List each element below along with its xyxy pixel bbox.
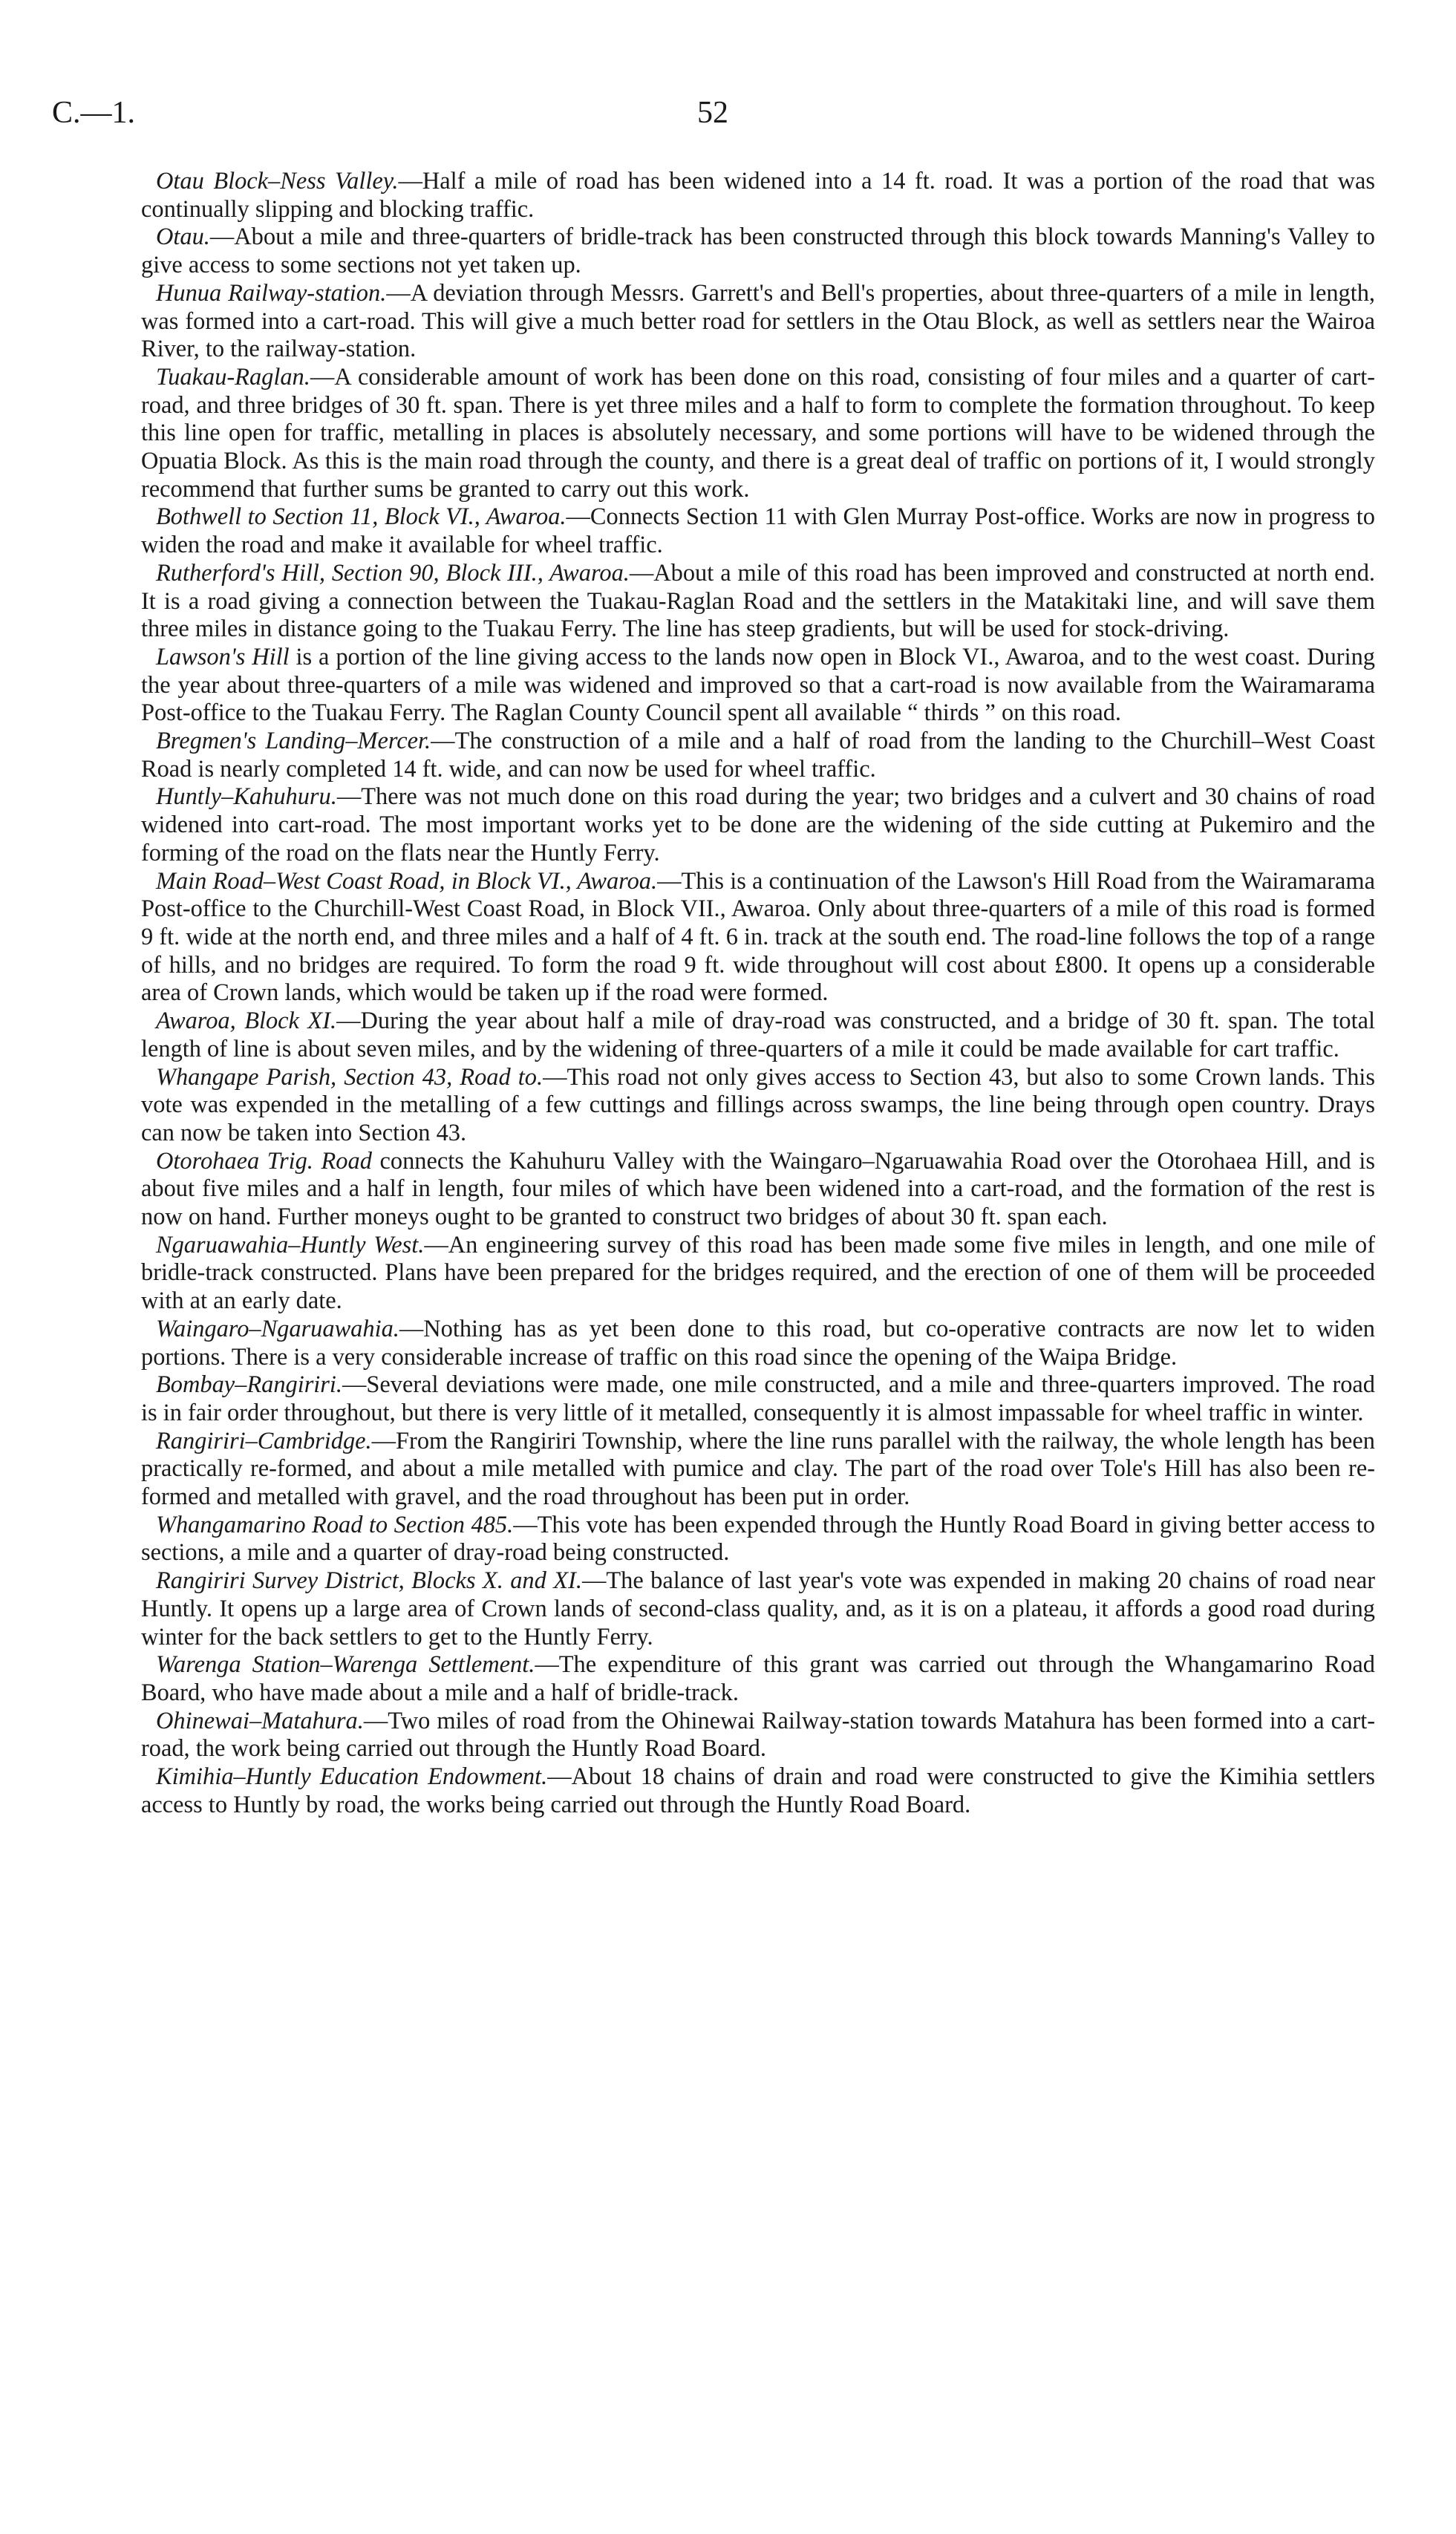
paragraph <box>141 223 1375 279</box>
paragraph <box>141 728 1375 783</box>
paragraph-heading: Rangiriri Survey District, Blocks X. and XI. <box>156 1567 582 1595</box>
paragraph-heading: Tuakau-Raglan. <box>156 363 310 391</box>
paragraph-heading: Kimihia–Huntly Education Endowment. <box>156 1763 548 1791</box>
paragraph-text: —This vote has been expended through the Huntly Road Board in giving better access to sections, a mile and a quarter of dray-road being constructed. <box>141 1511 1375 1567</box>
paragraph-text: —Nothing has as yet been done to this road, but co-operative contracts are now let to widen portions. There is a very considerable increase of traffic on this road since the opening of the Waipa Bridge. <box>141 1315 1375 1371</box>
paragraph-text: —This road not only gives access to Section 43, but also to some Crown lands. This vote was expended in the metalling of a few cuttings and fillings across swamps, the line being through open country. Drays can now be taken into Section 43. <box>141 1063 1375 1146</box>
paragraph-heading: Awaroa, Block XI. <box>156 1008 337 1035</box>
paragraph-text: —About a mile of this road has been improved and constructed at north end. It is a road giving a connection between the Tuakau-Raglan Road and the settlers in the Matakitaki line, and will save them three miles in distance going to the Tuakau Ferry. The line has steep gradients, but will be used for stock-driving. <box>141 559 1375 643</box>
paragraph <box>141 644 1375 728</box>
paragraph-heading: Lawson's Hill <box>156 643 290 670</box>
paragraph-heading: Hunua Railway-station. <box>156 279 387 307</box>
paragraph-text: —About a mile and three-quarters of bridle-track has been constructed through this block towards Manning's Valley to give access to some sections not yet taken up. <box>141 223 1375 279</box>
paragraph <box>141 280 1375 364</box>
paragraph-text: connects the Kahuhuru Valley with the Waingaro–Ngaruawahia Road over the Otorohaea Hill, and is about five miles and a half in length, four miles of which have been widened into a cart-road, and the formation of the rest is now on hand. Further moneys ought to be granted to construct two bridges of about 30 ft. span each. <box>141 1147 1375 1231</box>
paragraph <box>141 168 1375 223</box>
paragraph <box>141 1008 1375 1063</box>
paragraph-heading: Waingaro–Ngaruawahia. <box>156 1315 399 1342</box>
paragraph-text: —About 18 chains of drain and road were constructed to give the Kimihia settlers access to Huntly by road, the works being carried out through the Huntly Road Board. <box>141 1763 1375 1818</box>
paragraph <box>141 1708 1375 1763</box>
paragraph <box>141 1371 1375 1427</box>
paragraph-heading: Whangamarino Road to Section 485. <box>156 1511 514 1538</box>
paragraph-heading: Rutherford's Hill, Section 90, Block III., Awaroa. <box>156 559 630 587</box>
paragraph-text: —There was not much done on this road during the year; two bridges and a culvert and 30 chains of road widened into cart-road. The most important works yet to be done are the widening of the side cutting at Pukemiro and the forming of the road on the flats near the Huntly Ferry. <box>141 783 1375 866</box>
paragraph <box>141 1316 1375 1371</box>
paragraph-text: —During the year about half a mile of dray-road was constructed, and a bridge of 30 ft. span. The total length of line is about seven miles, and by the widening of three-quarters of a mile it could be made available for cart traffic. <box>141 1008 1375 1062</box>
paragraph <box>141 1512 1375 1567</box>
document-reference: C.—1. <box>52 96 136 130</box>
paragraph-heading: Ohinewai–Matahura. <box>156 1707 364 1734</box>
paragraph-heading: Otorohaea Trig. Road <box>156 1147 372 1175</box>
paragraph-heading: Rangiriri–Cambridge. <box>156 1427 372 1454</box>
paragraph-text: —This is a continuation of the Lawson's Hill Road from the Wairamarama Post-office to the Churchill-West Coast Road, in Block VII., Awaroa. Only about three-quarters of a mile of this road is formed 9 ft. wide at the north end, and three miles and a half of 4 ft. 6 in. track at the south end. The road-line follows the top of a range of hills, and no bridges are required. To form the road 9 ft. wide throughout will cost about £800. It opens up a considerable area of Crown lands, which would be taken up if the road were formed. <box>141 867 1375 1007</box>
paragraph-text: —The expenditure of this grant was carried out through the Whangamarino Road Board, who have made about a mile and a half of bridle-track. <box>141 1651 1375 1706</box>
paragraph-heading: Bombay–Rangiriri. <box>156 1371 343 1399</box>
paragraph <box>141 1064 1375 1148</box>
paragraph <box>141 1567 1375 1651</box>
paragraph <box>141 783 1375 867</box>
paragraph-heading: Huntly–Kahuhuru. <box>156 783 337 811</box>
paragraph-text: —A considerable amount of work has been done on this road, consisting of four miles and a quarter of cart-road, and three bridges of 30 ft. span. There is yet three miles and a half to form to complete the formation throughout. To keep this line open for traffic, metalling in places is absolutely necessary, and some portions will have to be widened through the Opuatia Block. As this is the main road through the county, and there is a great deal of traffic on portions of it, I would strongly recommend that further sums be granted to carry out this work. <box>141 363 1375 503</box>
paragraph <box>141 503 1375 559</box>
paragraph-heading: Otau Block–Ness Valley. <box>156 168 399 195</box>
paragraph-heading: Warenga Station–Warenga Settlement. <box>156 1651 535 1679</box>
paragraph-text: is a portion of the line giving access to the lands now open in Block VI., Awaroa, and to the west coast. During the year about three-quarters of a mile was widened and improved so that a cart-road is now available from the Wairamarama Post-office to the Tuakau Ferry. The Raglan County Council spent all available “ thirds ” on this road. <box>141 643 1375 727</box>
paragraph-heading: Whangape Parish, Section 43, Road to. <box>156 1063 543 1091</box>
paragraph-text: —A deviation through Messrs. Garrett's and Bell's properties, about three-quarters of a mile in length, was formed into a cart-road. This will give a much better road for settlers in the Otau Block, as well as settlers near the Wairoa River, to the railway-station. <box>141 279 1375 363</box>
paragraph-text: —From the Rangiriri Township, where the line runs parallel with the railway, the whole length has been practically re-formed, and about a mile metalled with pumice and clay. The part of the road over Tole's Hill has also been re-formed and metalled with gravel, and the road throughout has been put in order. <box>141 1427 1375 1511</box>
paragraph <box>141 1763 1375 1819</box>
paragraph-heading: Bregmen's Landing–Mercer. <box>156 728 431 755</box>
paragraph <box>141 868 1375 1008</box>
paragraph <box>141 1148 1375 1232</box>
page-number: 52 <box>697 96 728 130</box>
paragraph-text: —Several deviations were made, one mile constructed, and a mile and three-quarters improved. The road is in fair order throughout, but there is very little of it metalled, consequently it is almost impassable for wheel traffic in winter. <box>141 1371 1375 1426</box>
paragraph-text: —Two miles of road from the Ohinewai Railway-station towards Matahura has been formed into a cart-road, the work being carried out through the Huntly Road Board. <box>141 1707 1375 1763</box>
paragraph <box>141 364 1375 504</box>
paragraph-text: —The construction of a mile and a half of road from the landing to the Churchill–West Coast Road is nearly completed 14 ft. wide, and can now be used for wheel traffic. <box>141 728 1375 783</box>
paragraph-heading: Otau. <box>156 223 210 251</box>
paragraph-text: —Half a mile of road has been widened into a 14 ft. road. It was a portion of the road that was continually slipping and blocking traffic. <box>141 168 1376 223</box>
paragraph <box>141 1232 1375 1316</box>
paragraph <box>141 1428 1375 1512</box>
body-text <box>141 168 1375 1819</box>
paragraph-text: —An engineering survey of this road has been made some five miles in length, and one mile of bridle-track constructed. Plans have been prepared for the bridges required, and the erection of one of them will be proceeded with at an early date. <box>141 1231 1376 1315</box>
running-head <box>52 95 1374 140</box>
paragraph-text: —The balance of last year's vote was expended in making 20 chains of road near Huntly. It opens up a large area of Crown lands of second-class quality, and, as it is on a plateau, it affords a good road during winter for the back settlers to get to the Huntly Ferry. <box>141 1567 1376 1650</box>
paragraph-heading: Main Road–West Coast Road, in Block VI., Awaroa. <box>156 867 658 895</box>
paragraph <box>141 1651 1375 1707</box>
paragraph-heading: Bothwell to Section 11, Block VI., Awaroa. <box>156 503 567 531</box>
paragraph-heading: Ngaruawahia–Huntly West. <box>156 1231 425 1258</box>
paragraph-text: —Connects Section 11 with Glen Murray Post-office. Works are now in progress to widen the road and make it available for wheel traffic. <box>141 503 1376 559</box>
paragraph <box>141 560 1375 644</box>
